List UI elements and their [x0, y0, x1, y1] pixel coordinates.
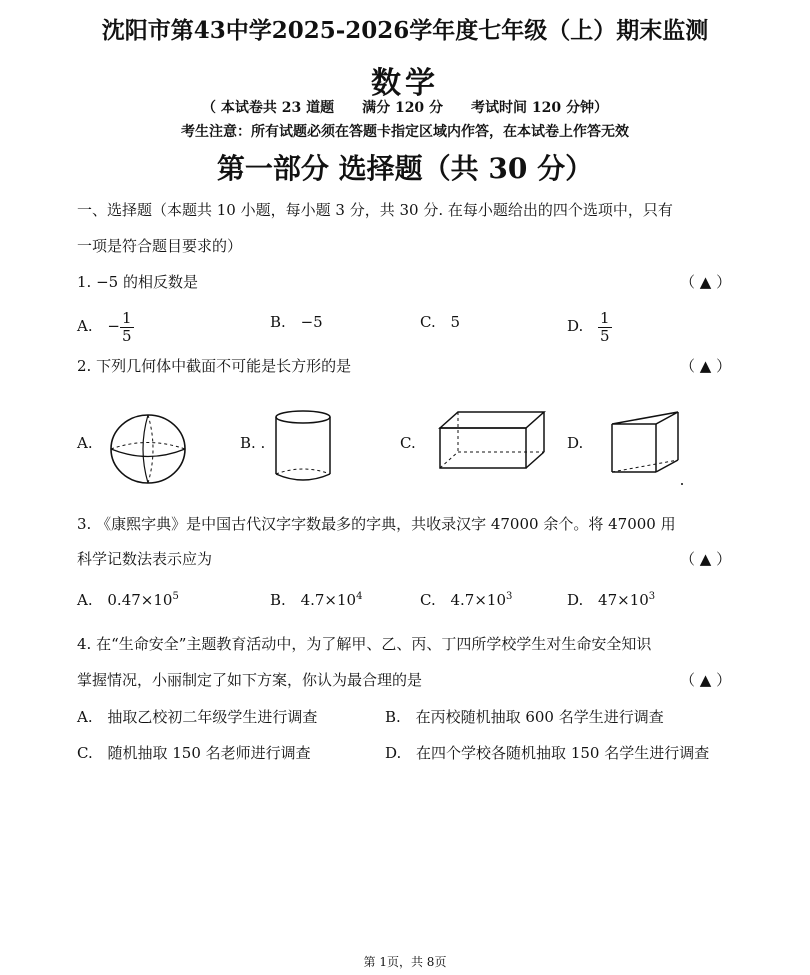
- triangular-prism-icon: [610, 410, 682, 486]
- part-title: 第一部分 选择题（共 30 分）: [216, 152, 594, 185]
- option-exponent: 3: [648, 591, 656, 602]
- question-4-stem-line1: 4. 在“生命安全”主题教育活动中，为了解甲、乙、丙、丁四所学校学生对生命安全知识: [77, 635, 652, 653]
- option-sign: −: [107, 317, 120, 335]
- option-text: 随机抽取 150 名老师进行调查: [107, 744, 311, 762]
- cuboid-icon: [438, 410, 546, 470]
- question-1-option-d: [567, 310, 612, 344]
- question-4-answer-mark: （ ▲ ）: [680, 671, 732, 689]
- option-base: 0.47×10: [107, 591, 173, 609]
- subject-title: 数学: [371, 66, 439, 101]
- question-3-option-b: [270, 591, 362, 609]
- question-2-option-b-label: B. .: [240, 434, 266, 452]
- option-label: C.: [420, 591, 436, 609]
- option-label: A.: [77, 708, 93, 726]
- fraction-denominator: 5: [121, 326, 132, 345]
- fraction-denominator: 5: [600, 326, 610, 345]
- section-intro-line2: 一项是符合题目要求的）: [77, 237, 243, 255]
- question-2-option-a-label: A.: [77, 434, 93, 452]
- option-label: D.: [567, 317, 584, 335]
- exam-notice: 考生注意：所有试题必须在答题卡指定区域内作答，在本试卷上作答无效: [181, 124, 629, 140]
- option-base: 4.7×10: [300, 591, 357, 609]
- option-base: 4.7×10: [450, 591, 507, 609]
- fraction-numerator: 1: [600, 309, 610, 327]
- fraction: [120, 310, 134, 344]
- option-label: B.: [385, 708, 401, 726]
- question-4-option-b: [385, 706, 664, 727]
- question-3-option-d: [567, 591, 655, 609]
- option-text: 在丙校随机抽取 600 名学生进行调查: [415, 708, 664, 726]
- exam-title: 沈阳市第43中学2025-2026学年度七年级（上）期末监测: [101, 17, 709, 44]
- sphere-icon: [110, 414, 186, 484]
- option-label: D.: [567, 591, 584, 609]
- question-1-option-b: [270, 313, 323, 331]
- question-3-option-c: [420, 591, 512, 609]
- question-3-option-a: [77, 591, 179, 609]
- question-3-answer-mark: （ ▲ ）: [680, 550, 732, 568]
- option-exponent: 3: [506, 591, 513, 602]
- question-2-stem: 2. 下列几何体中截面不可能是长方形的是: [77, 357, 352, 375]
- option-label: B.: [270, 591, 286, 609]
- question-4-option-a: [77, 706, 317, 727]
- question-4-option-d: [385, 742, 709, 763]
- section-intro-line1: 一、选择题（本题共 10 小题，每小题 3 分，共 30 分. 在每小题给出的四个选项中，只有: [77, 201, 673, 219]
- question-4-option-c: [77, 742, 311, 763]
- option-value: 5: [450, 313, 461, 331]
- question-1-stem: 1. −5 的相反数是: [77, 273, 198, 291]
- cylinder-icon: [274, 410, 332, 482]
- question-3-stem-line2: 科学记数法表示应为: [77, 550, 213, 568]
- option-value: −5: [300, 313, 323, 331]
- question-2-answer-mark: （ ▲ ）: [680, 357, 732, 375]
- option-label: D.: [385, 744, 402, 762]
- question-1-option-a: [77, 310, 134, 344]
- option-label: A.: [77, 317, 93, 335]
- option-label: B.: [270, 313, 286, 331]
- question-1-answer-mark: （ ▲ ）: [680, 273, 732, 291]
- question-2-option-d-label: D.: [567, 434, 584, 452]
- question-4-stem-line2: 掌握情况，小丽制定了如下方案，你认为最合理的是: [77, 671, 423, 689]
- option-text: 在四个学校各随机抽取 150 名学生进行调查: [416, 744, 710, 762]
- option-text: 抽取乙校初二年级学生进行调查: [107, 708, 318, 726]
- exam-info: （ 本试卷共 23 道题 满分 120 分 考试时间 120 分钟）: [201, 100, 609, 116]
- question-2-option-c-label: C.: [400, 434, 416, 452]
- option-label: A.: [77, 591, 93, 609]
- option-exponent: 5: [172, 591, 179, 602]
- fraction: [598, 310, 612, 344]
- option-label: C.: [420, 313, 436, 331]
- option-exponent: 4: [356, 591, 363, 602]
- option-base: 47×10: [598, 591, 649, 609]
- fraction-numerator: 1: [121, 309, 132, 327]
- option-label: C.: [77, 744, 93, 762]
- question-1-option-c: [420, 313, 460, 331]
- question-3-stem-line1: 3. 《康熙字典》是中国古代汉字字数最多的字典，共收录汉字 47000 余个。将 47000 用: [77, 515, 676, 533]
- page-footer: 第 1页，共 8页: [363, 955, 447, 969]
